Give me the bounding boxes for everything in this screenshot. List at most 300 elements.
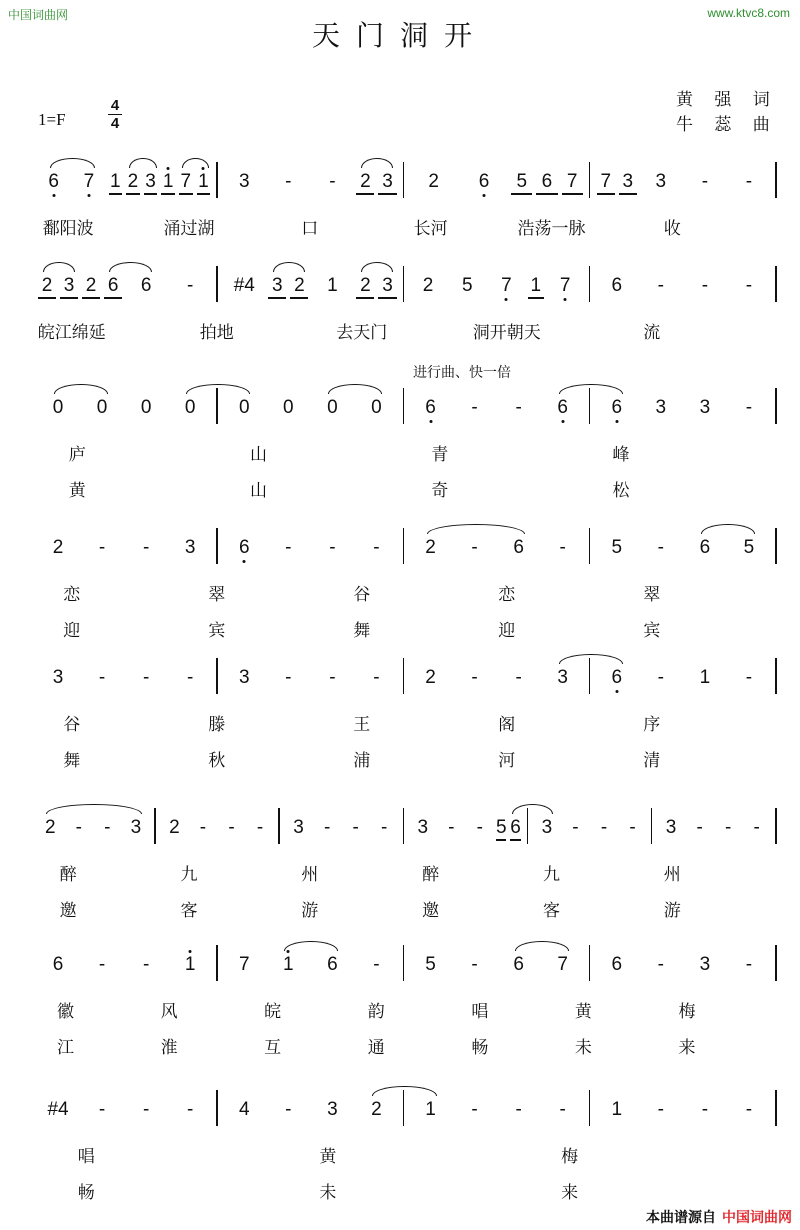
lyric: 浦: [353, 751, 371, 771]
barline: [775, 528, 777, 564]
note: 0: [96, 397, 108, 418]
lyric: 舞: [63, 751, 81, 771]
note: 5: [743, 537, 755, 558]
dash: -: [515, 667, 522, 688]
note: 6: [48, 171, 59, 192]
dash: -: [381, 817, 388, 838]
beam-underline: [144, 193, 158, 195]
lyric: 未: [319, 1183, 337, 1203]
lyric: 秋: [208, 751, 226, 771]
note: 5: [495, 817, 507, 838]
low-dot: [87, 194, 90, 197]
barline: [216, 162, 218, 198]
lyric: 滕: [208, 715, 226, 735]
dash: -: [329, 171, 336, 192]
lyric: 谷: [63, 715, 81, 735]
slur: [43, 262, 75, 272]
barline: [403, 266, 405, 302]
lyric: 山: [249, 445, 267, 465]
barline: [216, 658, 218, 694]
beam-underline: [82, 297, 100, 299]
note: 3: [382, 275, 393, 296]
lyric: 来: [678, 1038, 696, 1058]
note: 6: [107, 275, 119, 296]
lyric: 唱: [471, 1002, 489, 1022]
note: 3: [699, 397, 711, 418]
dash: -: [745, 171, 753, 192]
slur: [284, 941, 338, 951]
note: 0: [184, 397, 196, 418]
dash: -: [476, 817, 484, 838]
lyric: 黄: [574, 1002, 592, 1022]
note: 6: [611, 667, 623, 688]
barline: [216, 1090, 218, 1126]
lyric: 浩荡一脉: [517, 219, 586, 239]
dash: -: [199, 817, 207, 838]
slur: [46, 804, 142, 814]
note: 5: [516, 171, 528, 192]
slur: [328, 384, 382, 394]
note: 0: [52, 397, 64, 418]
lyric: 迎: [498, 621, 516, 641]
dash: -: [98, 1099, 106, 1120]
dash: -: [657, 537, 665, 558]
slur: [54, 384, 108, 394]
note: 1: [425, 1099, 436, 1120]
low-dot: [243, 560, 246, 563]
beam-underline: [109, 193, 123, 195]
dash: -: [187, 667, 194, 688]
note: 3: [293, 817, 304, 838]
note: 1: [184, 954, 196, 975]
beam-underline: [356, 193, 374, 195]
note: 0: [327, 397, 338, 418]
note: #4: [233, 275, 255, 296]
note: 5: [611, 537, 623, 558]
dash: -: [329, 667, 336, 688]
lyric: 收: [663, 219, 681, 239]
note: 2: [425, 667, 436, 688]
note: 3: [327, 1099, 338, 1120]
lyric: 九: [542, 865, 560, 885]
note: 1: [611, 1099, 623, 1120]
dash: -: [515, 397, 522, 418]
low-dot: [615, 690, 618, 693]
lyric: 舞: [353, 621, 371, 641]
note: 7: [83, 171, 95, 192]
lyric: 阁: [498, 715, 516, 735]
lyric: 黄: [319, 1147, 337, 1167]
note: 6: [510, 817, 521, 838]
lyric: 畅: [471, 1038, 489, 1058]
note: 6: [699, 537, 711, 558]
dash: -: [572, 817, 579, 838]
note: 2: [85, 275, 97, 296]
song-title: 天门洞开: [311, 19, 488, 52]
slur: [559, 384, 623, 394]
low-dot: [615, 420, 618, 423]
beam-underline: [179, 193, 193, 195]
note: 1: [198, 171, 209, 192]
barline: [775, 162, 777, 198]
low-dot: [52, 194, 55, 197]
lyric: 唱: [77, 1147, 95, 1167]
beam-underline: [562, 193, 583, 195]
dash: -: [142, 954, 150, 975]
lyric: 宾: [208, 621, 226, 641]
barline: [775, 808, 777, 844]
lyric: 梅: [678, 1002, 696, 1022]
dash: -: [256, 817, 264, 838]
beam-underline: [356, 297, 374, 299]
barline: [403, 808, 405, 844]
lyric: 皖江绵延: [37, 323, 106, 343]
dash: -: [285, 667, 292, 688]
lyric: 徽: [57, 1002, 75, 1022]
note: 6: [327, 954, 338, 975]
dash: -: [696, 817, 703, 838]
dash: -: [448, 817, 455, 838]
beam-underline: [536, 193, 557, 195]
note: 3: [557, 667, 569, 688]
note: 6: [238, 537, 250, 558]
barline: [775, 658, 777, 694]
lyric: 州: [663, 865, 681, 885]
barline: [154, 808, 156, 844]
note: 2: [360, 171, 371, 192]
dash: -: [657, 954, 665, 975]
note: 6: [140, 275, 152, 296]
beam-underline: [38, 297, 56, 299]
dash: -: [745, 275, 753, 296]
lyric: 庐: [68, 445, 86, 465]
note: 7: [566, 171, 578, 192]
lyric: 序: [643, 715, 661, 735]
lyric: 峰: [612, 445, 630, 465]
note: 1: [283, 954, 294, 975]
dash: -: [701, 1099, 709, 1120]
dash: -: [657, 667, 665, 688]
beam-underline: [60, 297, 78, 299]
lyric: 风: [160, 1002, 178, 1022]
lyric: 邀: [422, 901, 440, 921]
note: 3: [272, 275, 283, 296]
dash: -: [187, 1099, 194, 1120]
dash: -: [745, 667, 753, 688]
note: 1: [699, 667, 711, 688]
lyric: 山: [249, 481, 267, 501]
lyric: 奇: [431, 481, 449, 501]
lyric: 恋: [498, 585, 516, 605]
note: 3: [145, 171, 156, 192]
lyric: 皖: [264, 1002, 282, 1022]
barline: [651, 808, 653, 844]
lyric: 恋: [63, 585, 81, 605]
lyric: 通: [367, 1038, 385, 1058]
beam-underline: [510, 839, 520, 841]
barline: [403, 945, 405, 981]
dash: -: [373, 537, 380, 558]
dash: -: [629, 817, 636, 838]
dash: -: [142, 1099, 150, 1120]
lyricist-credit: 黄 强 词: [676, 90, 778, 110]
barline: [775, 266, 777, 302]
note: 7: [501, 275, 512, 296]
slur: [372, 1086, 436, 1096]
lyric: 醉: [59, 865, 77, 885]
note: 1: [530, 275, 542, 296]
barline: [589, 162, 591, 198]
note: 3: [665, 817, 677, 838]
low-dot: [505, 298, 508, 301]
note: 5: [425, 954, 436, 975]
dash: -: [285, 1099, 292, 1120]
note: 7: [559, 275, 571, 296]
note: 2: [294, 275, 305, 296]
dash: -: [657, 275, 665, 296]
note: 3: [417, 817, 429, 838]
beam-underline: [378, 297, 396, 299]
dash: -: [745, 954, 753, 975]
note: 6: [513, 954, 524, 975]
barline: [403, 528, 405, 564]
lyric: 宾: [643, 621, 661, 641]
note: 3: [52, 667, 64, 688]
dash: -: [745, 397, 753, 418]
note: 3: [541, 817, 553, 838]
lyric: 流: [643, 323, 661, 343]
note: 7: [180, 171, 192, 192]
composer-credit: 牛 蕊 曲: [676, 115, 778, 135]
lyric: 州: [301, 865, 319, 885]
lyric: 来: [561, 1183, 579, 1203]
note: 3: [622, 171, 634, 192]
note: 6: [611, 954, 623, 975]
slur: [512, 804, 553, 814]
lyric: 松: [612, 481, 630, 501]
beam-underline: [597, 193, 615, 195]
lyric: 去天门: [336, 323, 388, 343]
low-dot: [483, 194, 486, 197]
slur: [182, 158, 210, 168]
slur: [701, 524, 755, 534]
dash: -: [142, 667, 150, 688]
dash: -: [600, 817, 608, 838]
lyric: 醉: [422, 865, 440, 885]
barline: [278, 808, 280, 844]
slur: [361, 262, 393, 272]
beam-underline: [378, 193, 396, 195]
dash: -: [329, 537, 336, 558]
lyric: 王: [353, 715, 371, 735]
slur: [427, 524, 525, 534]
lyric: 翠: [208, 585, 226, 605]
note: 2: [360, 275, 371, 296]
barline: [775, 945, 777, 981]
barline: [403, 388, 405, 424]
note: 2: [41, 275, 53, 296]
beam-underline: [496, 839, 506, 841]
barline: [775, 1090, 777, 1126]
dash: -: [657, 1099, 665, 1120]
beam-underline: [161, 193, 175, 195]
dash: -: [725, 817, 732, 838]
lyric: 互: [264, 1038, 282, 1058]
lyric: 九: [180, 865, 198, 885]
lyric: 游: [663, 901, 681, 921]
note: 2: [371, 1099, 382, 1120]
note: 0: [371, 397, 382, 418]
lyric: 未: [574, 1038, 592, 1058]
dash: -: [98, 667, 106, 688]
note: 3: [655, 171, 667, 192]
dash: -: [373, 954, 380, 975]
note: 5: [461, 275, 473, 296]
lyric: 清: [643, 751, 661, 771]
note: 3: [238, 171, 250, 192]
slur: [559, 654, 623, 664]
slur: [186, 384, 250, 394]
lyric: 洞开朝天: [472, 323, 541, 343]
beam-underline: [126, 193, 140, 195]
note: 6: [557, 397, 569, 418]
dash: -: [75, 817, 82, 838]
barline: [589, 266, 591, 302]
footer-prefix: 本曲谱源自: [646, 1210, 716, 1226]
low-dot: [429, 420, 432, 423]
low-dot: [561, 420, 564, 423]
note: 3: [63, 275, 75, 296]
beam-underline: [104, 297, 122, 299]
beam-underline: [290, 297, 308, 299]
barline: [403, 658, 405, 694]
slur: [273, 262, 305, 272]
lyric: 青: [431, 445, 449, 465]
dash: -: [285, 537, 292, 558]
barline: [216, 945, 218, 981]
note: 6: [52, 954, 64, 975]
time-sig-bottom: 4: [110, 115, 120, 132]
footer-brand: 中国词曲网: [722, 1210, 792, 1226]
lyric: 梅: [561, 1147, 579, 1167]
dash: -: [323, 817, 331, 838]
dash: -: [559, 537, 566, 558]
note: 2: [169, 817, 180, 838]
note: 4: [238, 1099, 250, 1120]
note: 1: [162, 171, 174, 192]
barline: [403, 162, 405, 198]
note: 7: [557, 954, 569, 975]
beam-underline: [511, 193, 532, 195]
lyric: 涌过湖: [163, 219, 215, 239]
note: 0: [238, 397, 250, 418]
dash: -: [187, 275, 194, 296]
note: 6: [478, 171, 490, 192]
lyric: 江: [57, 1038, 75, 1058]
dash: -: [753, 817, 760, 838]
beam-underline: [268, 297, 286, 299]
lyric: 迎: [63, 621, 81, 641]
barline: [589, 528, 591, 564]
dash: -: [471, 1099, 478, 1120]
note: 3: [382, 171, 393, 192]
note: 2: [425, 537, 436, 558]
note: 2: [422, 275, 434, 296]
barline: [775, 388, 777, 424]
high-dot: [189, 950, 192, 953]
dash: -: [515, 1099, 522, 1120]
dash: -: [701, 171, 709, 192]
lyric: 邀: [59, 901, 77, 921]
dash: -: [142, 537, 150, 558]
note: 2: [428, 171, 439, 192]
note: 3: [130, 817, 142, 838]
dash: -: [285, 171, 292, 192]
slur: [109, 262, 152, 272]
lyric: 客: [542, 901, 560, 921]
dash: -: [745, 1099, 753, 1120]
note: 3: [184, 537, 196, 558]
dash: -: [471, 667, 478, 688]
lyric: 畅: [77, 1183, 95, 1203]
note: 7: [238, 954, 250, 975]
dash: -: [701, 275, 709, 296]
note: 6: [611, 397, 623, 418]
note: 3: [699, 954, 711, 975]
lyric: 河: [498, 751, 516, 771]
lyric: 鄱阳波: [42, 219, 94, 239]
dash: -: [373, 667, 380, 688]
dash: -: [98, 537, 106, 558]
note: 0: [283, 397, 294, 418]
note: #4: [47, 1099, 69, 1120]
dash: -: [471, 537, 478, 558]
lyric: 谷: [353, 585, 371, 605]
note: 0: [140, 397, 152, 418]
lyric: 游: [301, 901, 319, 921]
note: 3: [655, 397, 667, 418]
tempo-mark: 进行曲、快一倍: [413, 365, 511, 381]
dash: -: [228, 817, 235, 838]
lyric: 拍地: [199, 323, 234, 343]
lyric: 口: [301, 219, 319, 239]
beam-underline: [197, 193, 211, 195]
note: 6: [541, 171, 553, 192]
barline: [589, 1090, 591, 1126]
note: 6: [425, 397, 436, 418]
barline: [216, 528, 218, 564]
dash: -: [471, 954, 478, 975]
lyric: 黄: [68, 481, 86, 501]
key-signature: 1=F: [38, 110, 66, 129]
note: 1: [110, 171, 121, 192]
watermark-left: 中国词曲网: [8, 8, 69, 22]
watermark-right: www.ktvc8.com: [707, 6, 790, 20]
high-dot: [167, 167, 170, 170]
beam-underline: [528, 297, 544, 299]
barline: [216, 266, 218, 302]
lyric: 翠: [643, 585, 661, 605]
note: 6: [513, 537, 524, 558]
dash: -: [98, 954, 106, 975]
dash: -: [352, 817, 359, 838]
time-sig-top: 4: [110, 97, 120, 114]
dash: -: [471, 397, 478, 418]
barline: [589, 945, 591, 981]
dash: -: [559, 1099, 566, 1120]
note: 2: [44, 817, 56, 838]
lyric: 长河: [413, 219, 448, 239]
